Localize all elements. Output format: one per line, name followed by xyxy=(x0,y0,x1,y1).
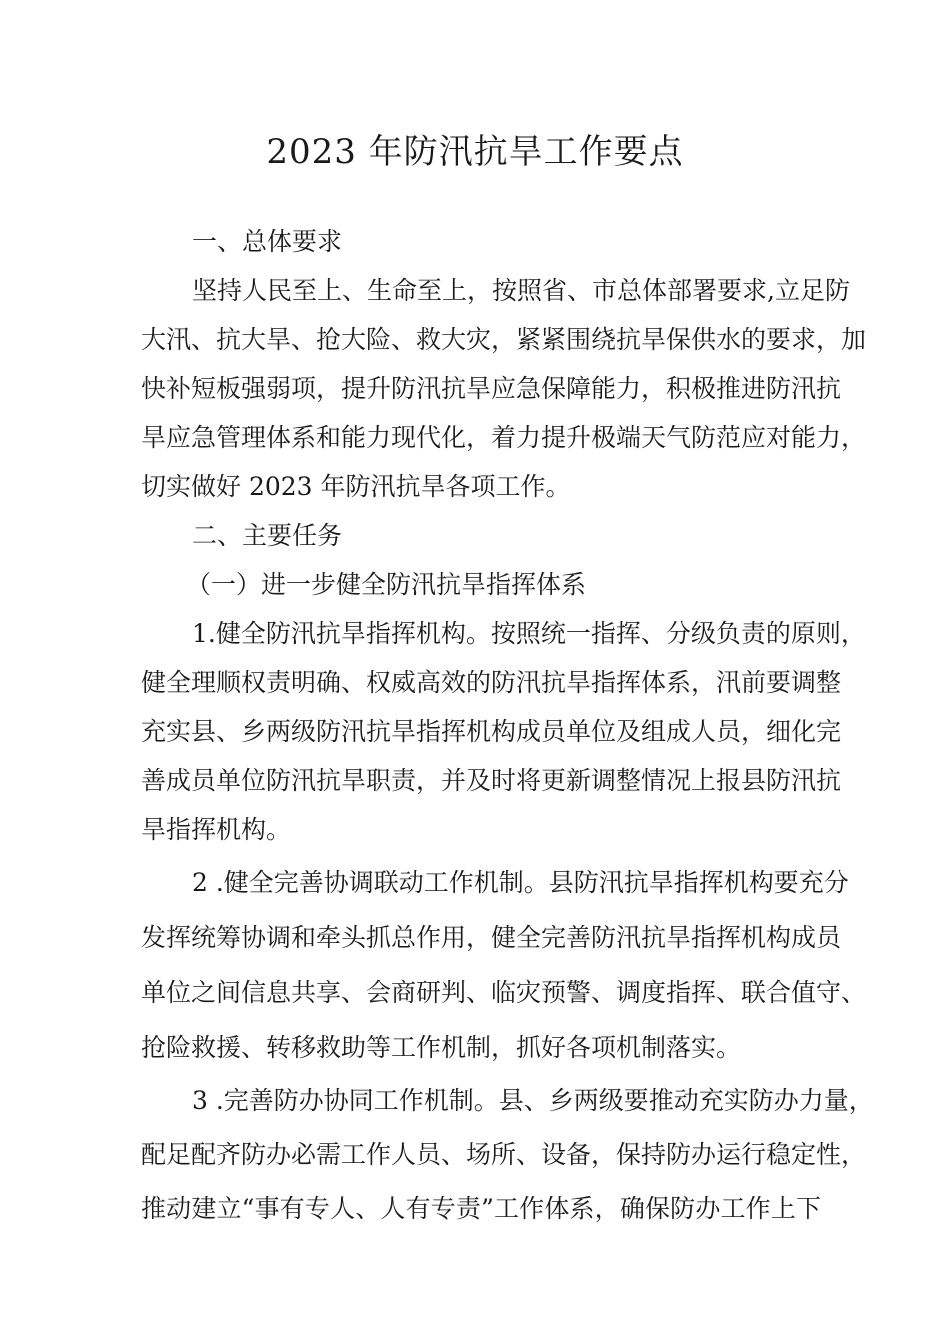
paragraph-line: 健全理顺权责明确、权威高效的防汛抗旱指挥体系，汛前要调整 xyxy=(141,668,842,697)
paragraph-line: 单位之间信息共享、会商研判、临灾预警、调度指挥、联合值守、 xyxy=(141,978,867,1007)
paragraph-line: 充实县、乡两级防汛抗旱指挥机构成员单位及组成人员，细化完 xyxy=(141,717,842,746)
paragraph-line: 3 .完善防办协同工作机制。县、乡两级要推动充实防办力量， xyxy=(192,1086,874,1115)
section-heading-overall: 一、总体要求 xyxy=(192,227,343,256)
paragraph-line: 大汛、抗大旱、抢大险、救大灾，紧紧围绕抗旱保供水的要求，加 xyxy=(141,325,867,354)
paragraph-line: 配足配齐防办必需工作人员、场所、设备，保持防办运行稳定性， xyxy=(141,1140,867,1169)
paragraph-line: 坚持人民至上、生命至上，按照省、市总体部署要求,立足防 xyxy=(192,276,850,305)
paragraph-line: 1.健全防汛抗旱指挥机构。按照统一指挥、分级负责的原则， xyxy=(192,619,866,648)
paragraph-line: 抢险救援、转移救助等工作机制，抓好各项机制落实。 xyxy=(141,1033,742,1062)
paragraph-line: 快补短板强弱项，提升防汛抗旱应急保障能力，积极推进防汛抗 xyxy=(141,374,842,403)
paragraph-line: 推动建立“事有专人、人有专责”工作体系，确保防办工作上下 xyxy=(141,1194,821,1223)
paragraph-line: 发挥统筹协调和牵头抓总作用，健全完善防汛抗旱指挥机构成员 xyxy=(141,923,842,952)
paragraph-line: 旱指挥机构。 xyxy=(141,815,292,844)
section-heading-tasks: 二、主要任务 xyxy=(192,521,343,550)
subsection-heading: （一）进一步健全防汛抗旱指挥体系 xyxy=(186,570,587,599)
paragraph-line: 善成员单位防汛抗旱职责，并及时将更新调整情况上报县防汛抗 xyxy=(141,766,842,795)
document-title: 2023 年防汛抗旱工作要点 xyxy=(266,132,684,172)
paragraph-line: 2 .健全完善协调联动工作机制。县防汛抗旱指挥机构要充分 xyxy=(192,868,849,897)
paragraph-line: 旱应急管理体系和能力现代化，着力提升极端天气防范应对能力， xyxy=(141,423,867,452)
paragraph-line: 切实做好 2023 年防汛抗旱各项工作。 xyxy=(141,472,571,501)
